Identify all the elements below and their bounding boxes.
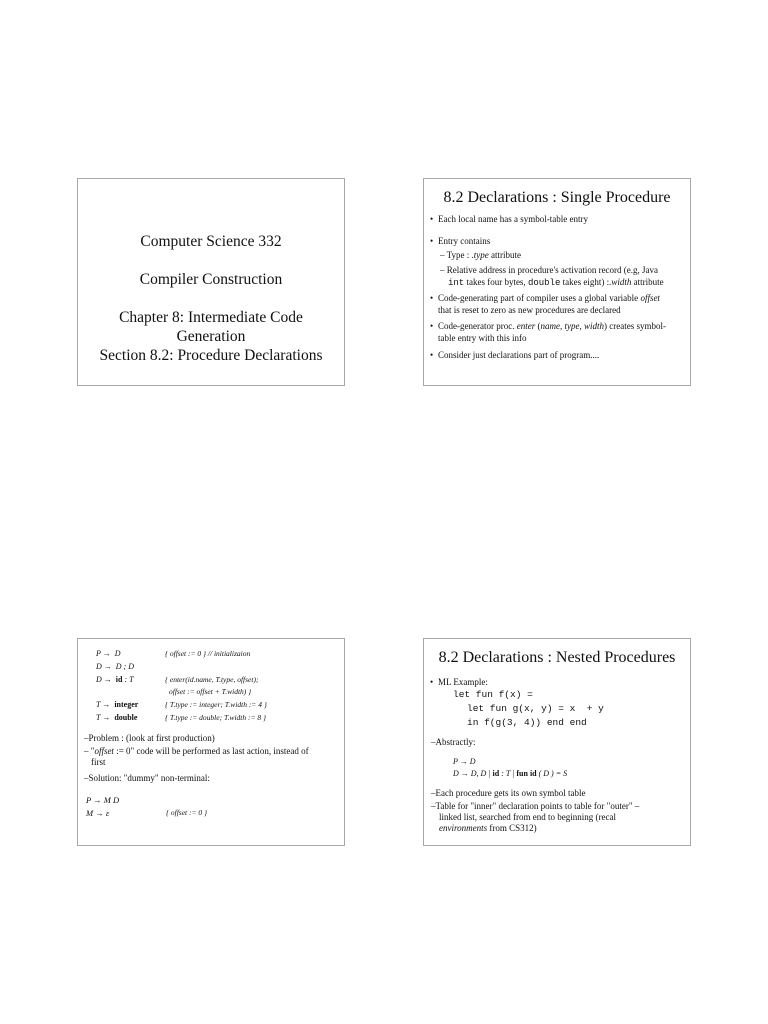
own-symbol-table-line: –Each procedure gets its own symbol table (431, 788, 586, 798)
section-title: Section 8.2: Procedure Declarations (99, 347, 323, 364)
production-p-md: P → M D (86, 795, 120, 805)
production-d-id: D → id : T (96, 675, 134, 684)
chapter-line1: Chapter 8: Intermediate Code (119, 309, 303, 326)
production-p-d: P → D (453, 757, 476, 766)
bullet-enter-proc: • Code-generator proc. enter (name, type, width) creates symbol- table entry with this info (430, 321, 666, 343)
production-m-epsilon: M → ε (86, 808, 110, 818)
action-integer: { T.type := integer; T.width := 4 } (165, 700, 267, 709)
bullet-global-offset: • Code-generating part of compiler uses a global variable offset that is reset to zero as new procedures are declared (430, 293, 660, 315)
bullet-local-name: • Each local name has a symbol-table entry (430, 214, 588, 224)
linked-list-line: –Table for "inner" declaration points to table for "outer" – linked list, searched from end to beginning (recal environments from CS312) (431, 801, 640, 833)
bullet-ml-example: • ML Example: (430, 677, 488, 687)
slide-nested-procedures (423, 638, 691, 846)
problem-line: –Problem : (look at first production) (84, 733, 215, 743)
bullet-declarations-part: • Consider just declarations part of program.... (430, 350, 600, 360)
abstractly-line: –Abstractly: (431, 737, 476, 747)
action-initialization: { offset := 0 } // initializaion (165, 649, 251, 658)
production-t-double: T → double (96, 713, 138, 722)
slide-heading: 8.2 Declarations : Nested Procedures (438, 649, 676, 666)
code-line-1: let fun f(x) = (453, 689, 533, 700)
chapter-line2: Generation (176, 328, 246, 345)
slide-title (77, 178, 345, 386)
action-enter: { enter(id.name, T.type, offset); (165, 675, 259, 684)
slide-grammar (77, 638, 345, 846)
production-p-d: P → D (96, 649, 121, 658)
slide-single-procedure (423, 178, 691, 386)
action-double: { T.type := double; T.width := 8 } (165, 713, 267, 722)
code-line-2: let fun g(x, y) = x + y (467, 703, 604, 714)
slide-heading: 8.2 Declarations : Single Procedure (443, 189, 671, 206)
sub-bullet-relative-address: – Relative address in procedure's activation record (e.g, Java int takes four bytes, double takes eight) :.width attribute (440, 265, 664, 288)
offset-note: – "offset := 0" code will be performed as last action, instead of first (84, 746, 309, 767)
action-offset-zero: { offset := 0 } (166, 808, 208, 817)
bullet-entry-contains: • Entry contains (430, 236, 491, 246)
action-offset-update: offset := offset + T.width) } (169, 687, 252, 696)
production-t-integer: T → integer (96, 700, 139, 709)
subject-title: Compiler Construction (139, 271, 283, 288)
production-d-dd: D → D ; D (96, 662, 134, 671)
course-title: Computer Science 332 (140, 233, 282, 250)
solution-line: –Solution: "dummy" non-terminal: (84, 773, 210, 783)
code-line-3: in f(g(3, 4)) end end (467, 717, 587, 728)
sub-bullet-type: – Type : .type attribute (440, 250, 521, 260)
production-d-nested: D → D, D | id : T | fun id ( D ) = S (453, 769, 568, 778)
